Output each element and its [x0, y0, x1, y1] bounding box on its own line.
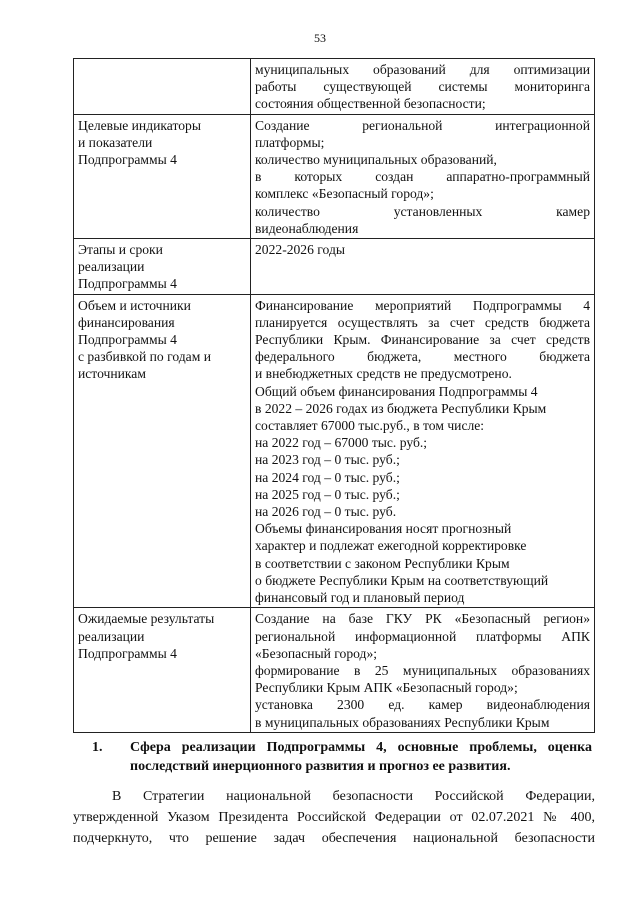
value-line: составляет 67000 тыс.руб., в том числе: [255, 418, 485, 434]
table-row [74, 59, 595, 115]
value-line: федерального бюджета, местного бюджета [255, 349, 590, 365]
value-line: Создание на базе ГКУ РК «Безопасный регион» [255, 611, 590, 627]
table-row [74, 294, 595, 608]
value-line: и внебюджетных средств не предусмотрено. [255, 366, 512, 382]
value-line: в муниципальных образованиях Республики Крым [255, 714, 550, 730]
value-line: Общий объем финансирования Подпрограммы 4 [255, 383, 538, 399]
label-line: Подпрограммы 4 [78, 645, 177, 661]
body-paragraph [73, 786, 595, 849]
value-line: Объемы финансирования носят прогнозный [255, 521, 512, 537]
label-line: реализации [78, 259, 145, 275]
value-line: на 2022 год – 67000 тыс. руб.; [255, 435, 428, 451]
table-row [74, 114, 595, 238]
paragraph-line: подчеркнуто, что решение задач обеспечения национальной безопасности [73, 831, 595, 846]
value-line: видеонаблюдения [255, 220, 359, 236]
label-line: Объем и источники [78, 297, 191, 313]
row-label [74, 114, 251, 238]
section-heading [92, 738, 592, 776]
label-line: Ожидаемые результаты [78, 611, 215, 627]
section-title-line: последствий инерционного развития и прогноз ее развития. [130, 759, 511, 774]
row-label [74, 608, 251, 732]
value-line: в которых создан аппаратно-программный [255, 169, 590, 185]
value-line: на 2023 год – 0 тыс. руб.; [255, 452, 400, 468]
value-line: муниципальных образований для оптимизации [255, 62, 590, 77]
value-line: «Безопасный город»; [255, 645, 378, 661]
value-line: финансовый год и плановый период [255, 590, 465, 606]
row-value [251, 239, 595, 295]
section-number: 1. [92, 740, 103, 755]
value-line: состояния общественной безопасности; [255, 96, 486, 112]
value-line: характер и подлежат ежегодной корректировке [255, 538, 527, 554]
value-line: на 2026 год – 0 тыс. руб. [255, 504, 397, 520]
paragraph-line: утвержденной Указом Президента Российской Федерации от 02.07.2021 № 400, [73, 810, 595, 825]
row-value [251, 114, 595, 238]
value-line: региональной информационной платформы АПК [255, 628, 590, 644]
value-line: Финансирование мероприятий Подпрограммы 4 [255, 297, 590, 313]
label-line: Подпрограммы 4 [78, 332, 177, 348]
table-row [74, 239, 595, 295]
value-line: Создание региональной интеграционной [255, 117, 590, 133]
row-label [74, 239, 251, 295]
value-line: на 2024 год – 0 тыс. руб.; [255, 469, 400, 485]
value-line: формирование в 25 муниципальных образованиях [255, 662, 590, 678]
row-value [251, 608, 595, 732]
label-line: Подпрограммы 4 [78, 152, 177, 168]
value-line: на 2025 год – 0 тыс. руб.; [255, 486, 400, 502]
row-label [74, 59, 251, 115]
row-value [251, 294, 595, 608]
value-line: работы существующей системы мониторинга [255, 79, 590, 95]
value-line: в соответствии с законом Республики Крым [255, 555, 510, 571]
value-line: количество установленных камер [255, 203, 590, 219]
value-line: Республики Крым. Финансирование за счет средств [255, 332, 590, 348]
value-line: планируется осуществлять за счет средств бюджета [255, 314, 590, 330]
row-value [251, 59, 595, 115]
label-line: Подпрограммы 4 [78, 276, 177, 292]
label-line: Этапы и сроки [78, 242, 163, 258]
label-line: и показатели [78, 134, 153, 150]
label-line: источникам [78, 366, 146, 382]
label-line: с разбивкой по годам и [78, 349, 211, 365]
label-line: реализации [78, 628, 145, 644]
label-line: финансирования [78, 314, 175, 330]
value-line: количество муниципальных образований, [255, 152, 497, 168]
table-row [74, 608, 595, 732]
value-line: о бюджете Республики Крым на соответствующий [255, 572, 549, 588]
subprogram-passport-table [73, 58, 595, 733]
section-title [130, 738, 592, 776]
section-title-line: Сфера реализации Подпрограммы 4, основные проблемы, оценка [130, 740, 592, 755]
value-line: Республики Крым АПК «Безопасный город»; [255, 680, 518, 696]
value-line: платформы; [255, 134, 325, 150]
label-line: Целевые индикаторы [78, 117, 201, 133]
paragraph-line: В Стратегии национальной безопасности Российской Федерации, [112, 789, 595, 804]
page-number: 53 [314, 31, 326, 45]
value-line: 2022-2026 годы [255, 242, 345, 258]
value-line: комплекс «Безопасный город»; [255, 186, 434, 202]
value-line: в 2022 – 2026 годах из бюджета Республики Крым [255, 400, 547, 416]
value-line: установка 2300 ед. камер видеонаблюдения [255, 697, 590, 713]
row-label [74, 294, 251, 608]
